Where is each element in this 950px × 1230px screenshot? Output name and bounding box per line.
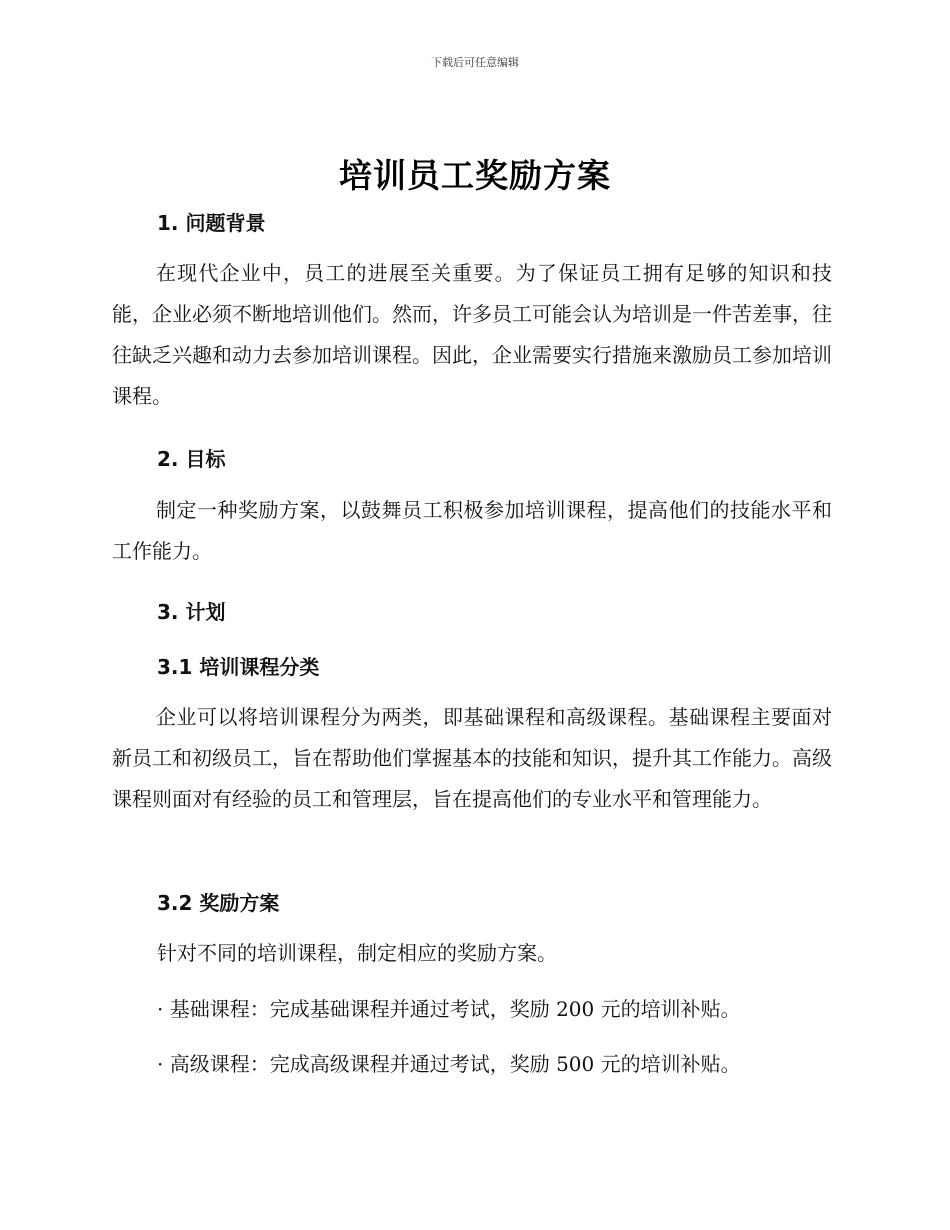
section-3-1-paragraph: 企业可以将培训课程分为两类，即基础课程和高级课程。基础课程主要面对新员工和初级员工，旨在帮助他们掌握基本的技能和知识，提升其工作能力。高级课程则面对有经验的员工和管理层，旨在提高他们的专业水平和管理能力。 — [112, 705, 832, 811]
bullet-basic-course: · 基础课程：完成基础课程并通过考试，奖励 200 元的培训补贴。 — [157, 997, 741, 1021]
section-1-paragraph: 在现代企业中，员工的进展至关重要。为了保证员工拥有足够的知识和技能，企业必须不断地培训他们。然而，许多员工可能会认为培训是一件苦差事，往往缺乏兴趣和动力去参加培训课程。因此，企业需要实行措施来激励员工参加培训课程。 — [112, 261, 832, 408]
section-3-2-paragraph: 针对不同的培训课程，制定相应的奖励方案。 — [157, 941, 557, 965]
document-title: 培训员工奖励方案 — [339, 156, 611, 195]
section-2-paragraph: 制定一种奖励方案，以鼓舞员工积极参加培训课程，提高他们的技能水平和工作能力。 — [112, 498, 832, 563]
section-3-heading: 3. 计划 — [157, 600, 226, 624]
section-3-2-heading: 3.2 奖励方案 — [157, 891, 280, 915]
header-note: 下载后可任意编辑 — [431, 56, 519, 69]
section-2-heading: 2. 目标 — [157, 447, 226, 471]
section-1-heading: 1. 问题背景 — [157, 211, 266, 235]
bullet-advanced-course: · 高级课程：完成高级课程并通过考试，奖励 500 元的培训补贴。 — [157, 1052, 741, 1076]
section-3-1-heading: 3.1 培训课程分类 — [157, 655, 320, 679]
